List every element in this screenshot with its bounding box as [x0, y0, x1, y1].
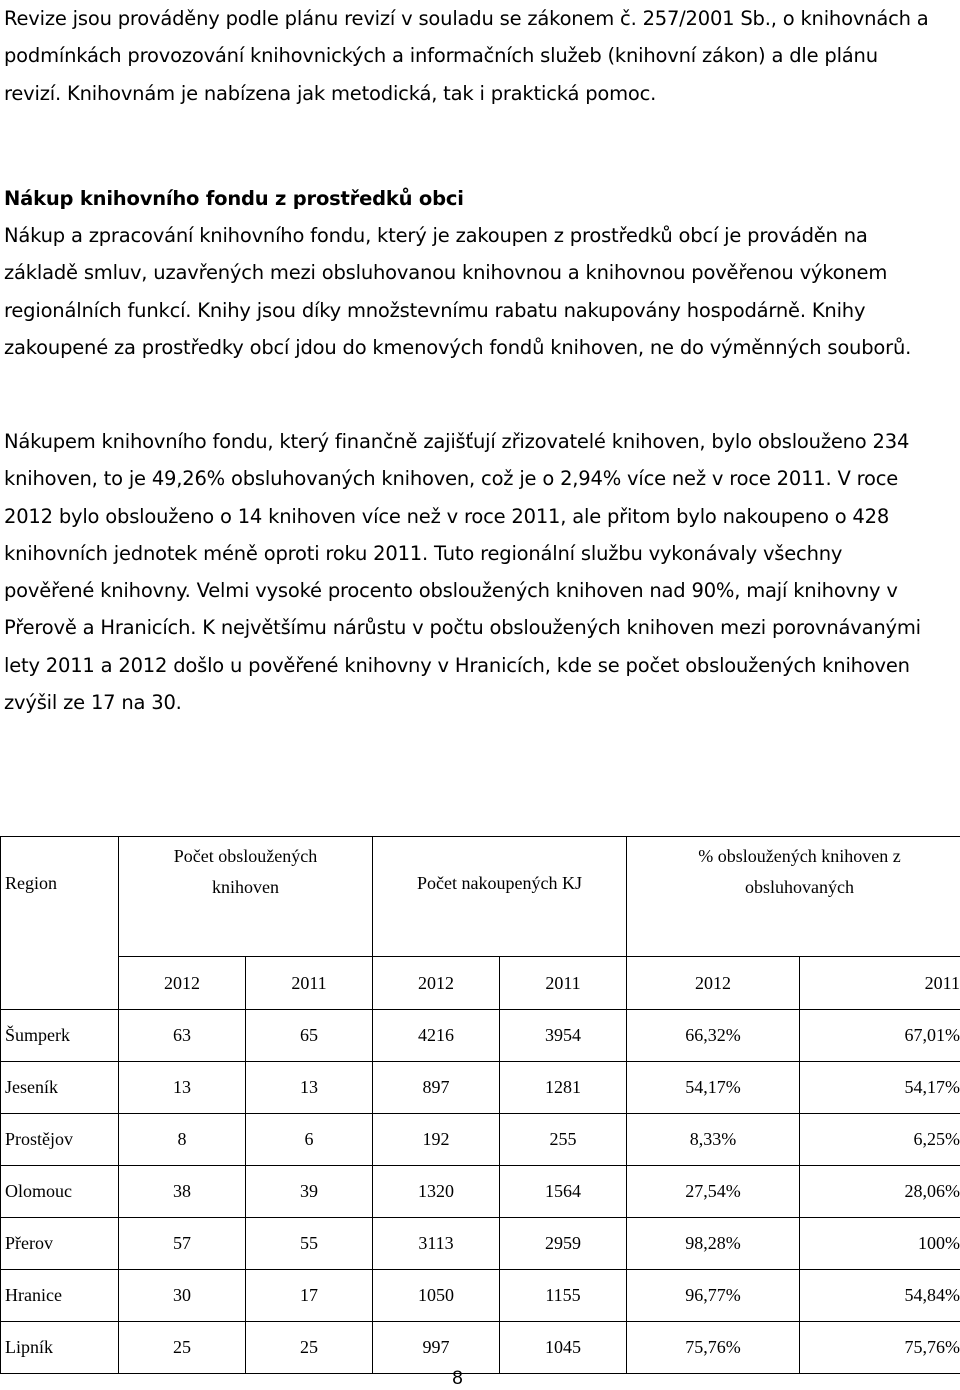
kj-2012-cell: 1050 [373, 1270, 500, 1322]
table-header-row [1, 837, 960, 957]
kj-2012-cell: 4216 [373, 1010, 500, 1062]
served-2012-cell: 57 [119, 1218, 246, 1270]
pct-2011-cell: 28,06% [800, 1166, 960, 1218]
table-year-row [1, 957, 960, 1010]
pct-2011-cell: 67,01% [800, 1010, 960, 1062]
page-number: 8 [452, 1368, 463, 1389]
kj-2012-cell: 997 [373, 1322, 500, 1374]
year-cell: 2012 [373, 957, 500, 1010]
header-region-label: Region [5, 873, 57, 893]
served-2011-cell: 6 [246, 1114, 373, 1166]
library-statistics-table [0, 836, 960, 1374]
table-row [1, 1166, 960, 1218]
served-2011-cell: 17 [246, 1270, 373, 1322]
kj-2011-cell: 3954 [500, 1010, 627, 1062]
kj-2011-cell: 1281 [500, 1062, 627, 1114]
header-percent-line1: % obsloužených knihoven z [698, 846, 901, 866]
kj-2012-cell: 3113 [373, 1218, 500, 1270]
kj-2012-cell: 897 [373, 1062, 500, 1114]
pct-2012-cell: 98,28% [627, 1218, 800, 1270]
year-cell: 2011 [500, 957, 627, 1010]
served-2011-cell: 13 [246, 1062, 373, 1114]
header-served [119, 837, 373, 957]
served-2012-cell: 38 [119, 1166, 246, 1218]
year-cell: 2012 [627, 957, 800, 1010]
table-row [1, 1114, 960, 1166]
served-2011-cell: 55 [246, 1218, 373, 1270]
header-purchased [373, 837, 627, 957]
region-cell: Jeseník [1, 1062, 119, 1114]
served-2012-cell: 25 [119, 1322, 246, 1374]
header-served-line2: knihoven [212, 877, 279, 897]
region-cell: Šumperk [1, 1010, 119, 1062]
region-cell: Hranice [1, 1270, 119, 1322]
region-cell: Olomouc [1, 1166, 119, 1218]
year-cell: 2011 [246, 957, 373, 1010]
served-2011-cell: 25 [246, 1322, 373, 1374]
kj-2012-cell: 1320 [373, 1166, 500, 1218]
table-row [1, 1270, 960, 1322]
region-cell: Přerov [1, 1218, 119, 1270]
region-cell: Lipník [1, 1322, 119, 1374]
served-2012-cell: 13 [119, 1062, 246, 1114]
pct-2011-cell: 6,25% [800, 1114, 960, 1166]
header-region [1, 837, 119, 1010]
table-row [1, 1062, 960, 1114]
header-percent [627, 837, 960, 957]
pct-2011-cell: 75,76% [800, 1322, 960, 1374]
served-2012-cell: 8 [119, 1114, 246, 1166]
pct-2012-cell: 54,17% [627, 1062, 800, 1114]
pct-2012-cell: 75,76% [627, 1322, 800, 1374]
kj-2011-cell: 2959 [500, 1218, 627, 1270]
purchase-paragraph: Nákup a zpracování knihovního fondu, který je zakoupen z prostředků obcí je prováděn na základě smluv, uzavřených mezi obsluhovanou knihovnou a knihovnou pověřenou výkonem regionálních funkcí. Knihy jsou díky množstevnímu rabatu nakupovány hospodárně. Knihy zakoupené za prostředky obcí jdou do kmenových fondů knihoven, ne do výměnných souborů. [4, 224, 912, 359]
kj-2011-cell: 1045 [500, 1322, 627, 1374]
pct-2012-cell: 96,77% [627, 1270, 800, 1322]
table-row [1, 1010, 960, 1062]
section-heading: Nákup knihovního fondu z prostředků obci [4, 187, 464, 210]
pct-2012-cell: 8,33% [627, 1114, 800, 1166]
stats-paragraph: Nákupem knihovního fondu, který finančně zajišťují zřizovatelé knihoven, bylo obslouženo 234 knihoven, to je 49,26% obsluhovaných knihoven, což je o 2,94% více než v roce 2011. V roce 2012 bylo obslouženo o 14 knihoven více než v roce 2011, ale přitom bylo nakoupeno o 428 knihovních jednotek méně oproti roku 2011. Tuto regionální službu vykonávaly všechny pověřené knihovny. Velmi vysoké procento obsloužených knihoven nad 90%, mají knihovny v Přerově a Hranicích. K největšímu nárůstu v počtu obsloužených knihoven mezi porovnávanými lety 2011 a 2012 došlo u pověřené knihovny v Hranicích, kde se počet obsloužených knihoven zvýšil ze 17 na 30. [4, 430, 921, 715]
table-row [1, 1322, 960, 1374]
served-2012-cell: 63 [119, 1010, 246, 1062]
table-row [1, 1218, 960, 1270]
pct-2011-cell: 54,84% [800, 1270, 960, 1322]
header-purchased-label: Počet nakoupených KJ [417, 873, 582, 893]
served-2011-cell: 39 [246, 1166, 373, 1218]
pct-2011-cell: 54,17% [800, 1062, 960, 1114]
kj-2011-cell: 255 [500, 1114, 627, 1166]
kj-2011-cell: 1155 [500, 1270, 627, 1322]
header-served-line1: Počet obsloužených [173, 846, 318, 866]
pct-2012-cell: 27,54% [627, 1166, 800, 1218]
year-cell: 2012 [119, 957, 246, 1010]
pct-2011-cell: 100% [800, 1218, 960, 1270]
year-cell: 2011 [800, 957, 960, 1010]
served-2012-cell: 30 [119, 1270, 246, 1322]
region-cell: Prostějov [1, 1114, 119, 1166]
kj-2011-cell: 1564 [500, 1166, 627, 1218]
served-2011-cell: 65 [246, 1010, 373, 1062]
pct-2012-cell: 66,32% [627, 1010, 800, 1062]
kj-2012-cell: 192 [373, 1114, 500, 1166]
intro-paragraph: Revize jsou prováděny podle plánu revizí v souladu se zákonem č. 257/2001 Sb., o knihovnách a podmínkách provozování knihovnických a informačních služeb (knihovní zákon) a dle plánu revizí. Knihovnám je nabízena jak metodická, tak i praktická pomoc. [4, 7, 929, 105]
header-percent-line2: obsluhovaných [745, 877, 854, 897]
